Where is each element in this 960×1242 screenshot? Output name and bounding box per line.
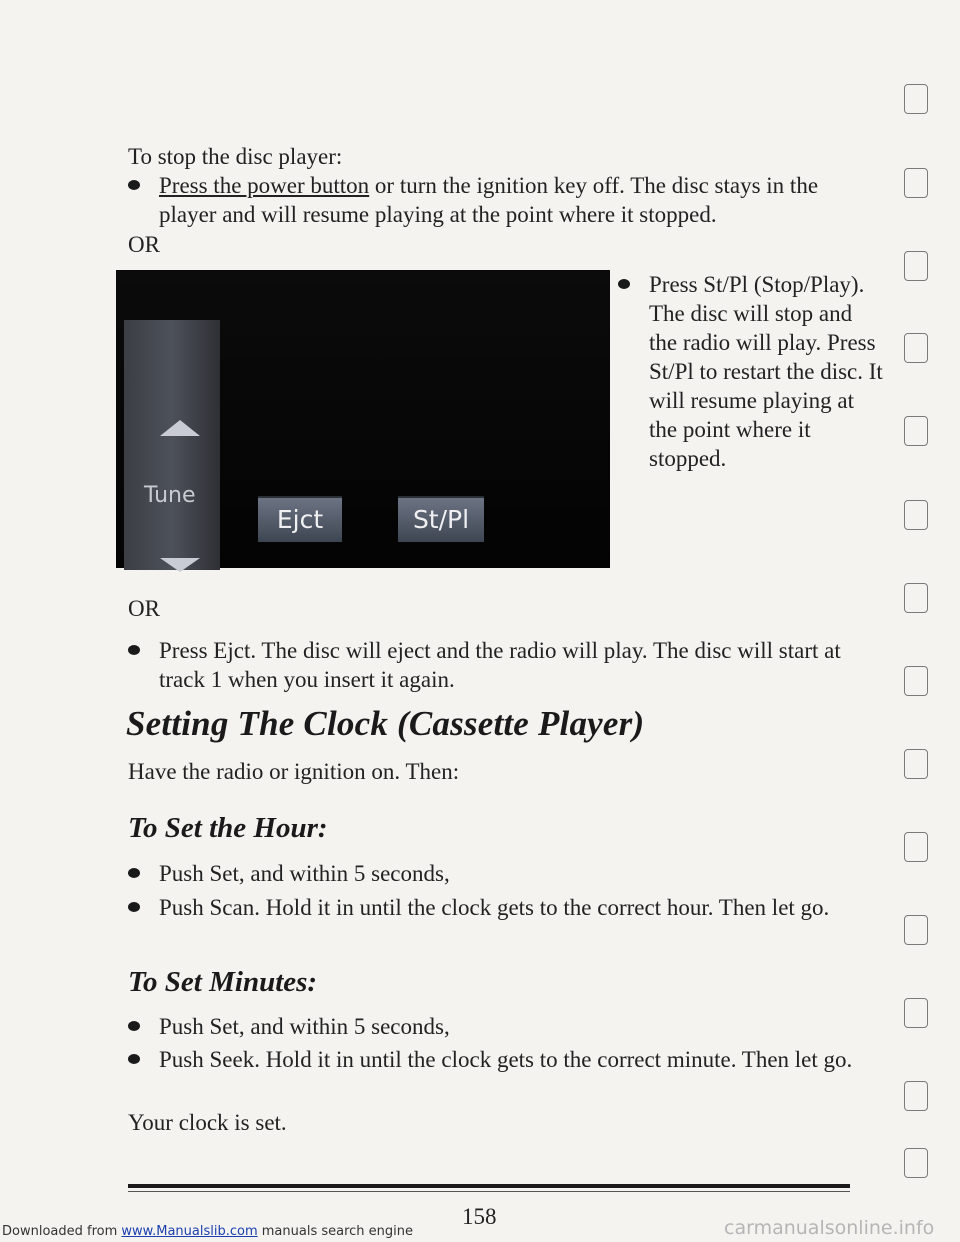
bullet-stop-play [618,270,885,473]
bullet-dot [128,180,140,190]
footer-suffix: manuals search engine [257,1224,414,1239]
minute-step-text: Push Seek. Hold it in until the clock gets to the correct minute. Then let go. [159,1047,853,1072]
bullet-power [128,171,871,229]
stop-play-bullet-text: Press St/Pl (Stop/Play). The disc will stop and the radio will play. Press St/Pl to restart the disc. It will resume playing at the point where it stopped. [649,272,883,471]
margin-tab-box [904,832,928,862]
margin-tab-box [904,333,928,363]
footer-prefix: Downloaded from [2,1224,122,1239]
tune-label: Tune [144,483,196,508]
bullet-eject [128,636,889,694]
or-separator-2: OR [128,596,160,621]
bullet-dot [128,1021,140,1031]
tune-panel [124,320,220,570]
minute-step-text: Push Set, and within 5 seconds, [159,1014,450,1039]
footer-rule [128,1184,850,1188]
margin-tab-box [904,84,928,114]
or-separator-1: OR [128,232,160,257]
eject-button: Ejct [258,496,342,542]
subheading-set-hour: To Set the Hour: [128,812,328,844]
minute-step-1 [128,1012,871,1041]
hour-step-text: Push Set, and within 5 seconds, [159,861,450,886]
subheading-set-minutes: To Set Minutes: [128,966,318,998]
minute-step-2 [128,1045,871,1074]
power-button-link-text: Press the power button [159,173,370,198]
section-heading-clock: Setting The Clock (Cassette Player) [126,704,645,743]
margin-tab-box [904,416,928,446]
bullet-dot [128,645,140,655]
margin-tab-box [904,583,928,613]
intro-text: To stop the disc player: [128,144,343,169]
margin-tab-box [904,500,928,530]
power-bullet-text: or turn the ignition key off. The disc stays in the player and will resume playing at the point where it stopped. [159,173,819,227]
margin-tab-box [904,251,928,281]
clock-intro-text: Have the radio or ignition on. Then: [128,759,460,784]
hour-step-2 [128,893,871,922]
bullet-dot [128,1054,140,1064]
margin-tab-box [904,915,928,945]
tune-up-arrow-icon [160,420,200,436]
watermark: carmanualsonline.info [724,1217,935,1239]
tune-down-arrow-icon [160,558,200,572]
hour-step-text: Push Scan. Hold it in until the clock gets to the correct hour. Then let go. [159,895,830,920]
stop-play-button: St/Pl [398,496,484,542]
footer-rule-thin [128,1191,850,1192]
bullet-dot [128,868,140,878]
eject-bullet-text: Press Ejct. The disc will eject and the radio will play. The disc will start at track 1 when you insert it again. [159,638,841,692]
bullet-dot [618,279,630,289]
margin-tab-box [904,1148,928,1178]
margin-tab-box [904,168,928,198]
margin-tab-box [904,998,928,1028]
margin-tab-box [904,666,928,696]
margin-tab-box [904,1081,928,1111]
outro-text: Your clock is set. [128,1110,287,1135]
hour-step-1 [128,859,871,888]
bullet-dot [128,902,140,912]
margin-tab-box [904,749,928,779]
manualslib-link[interactable]: www.Manualslib.com [121,1224,258,1239]
radio-faceplate-photo [116,270,610,568]
page-number: 158 [462,1204,497,1229]
download-footer [2,1224,413,1239]
